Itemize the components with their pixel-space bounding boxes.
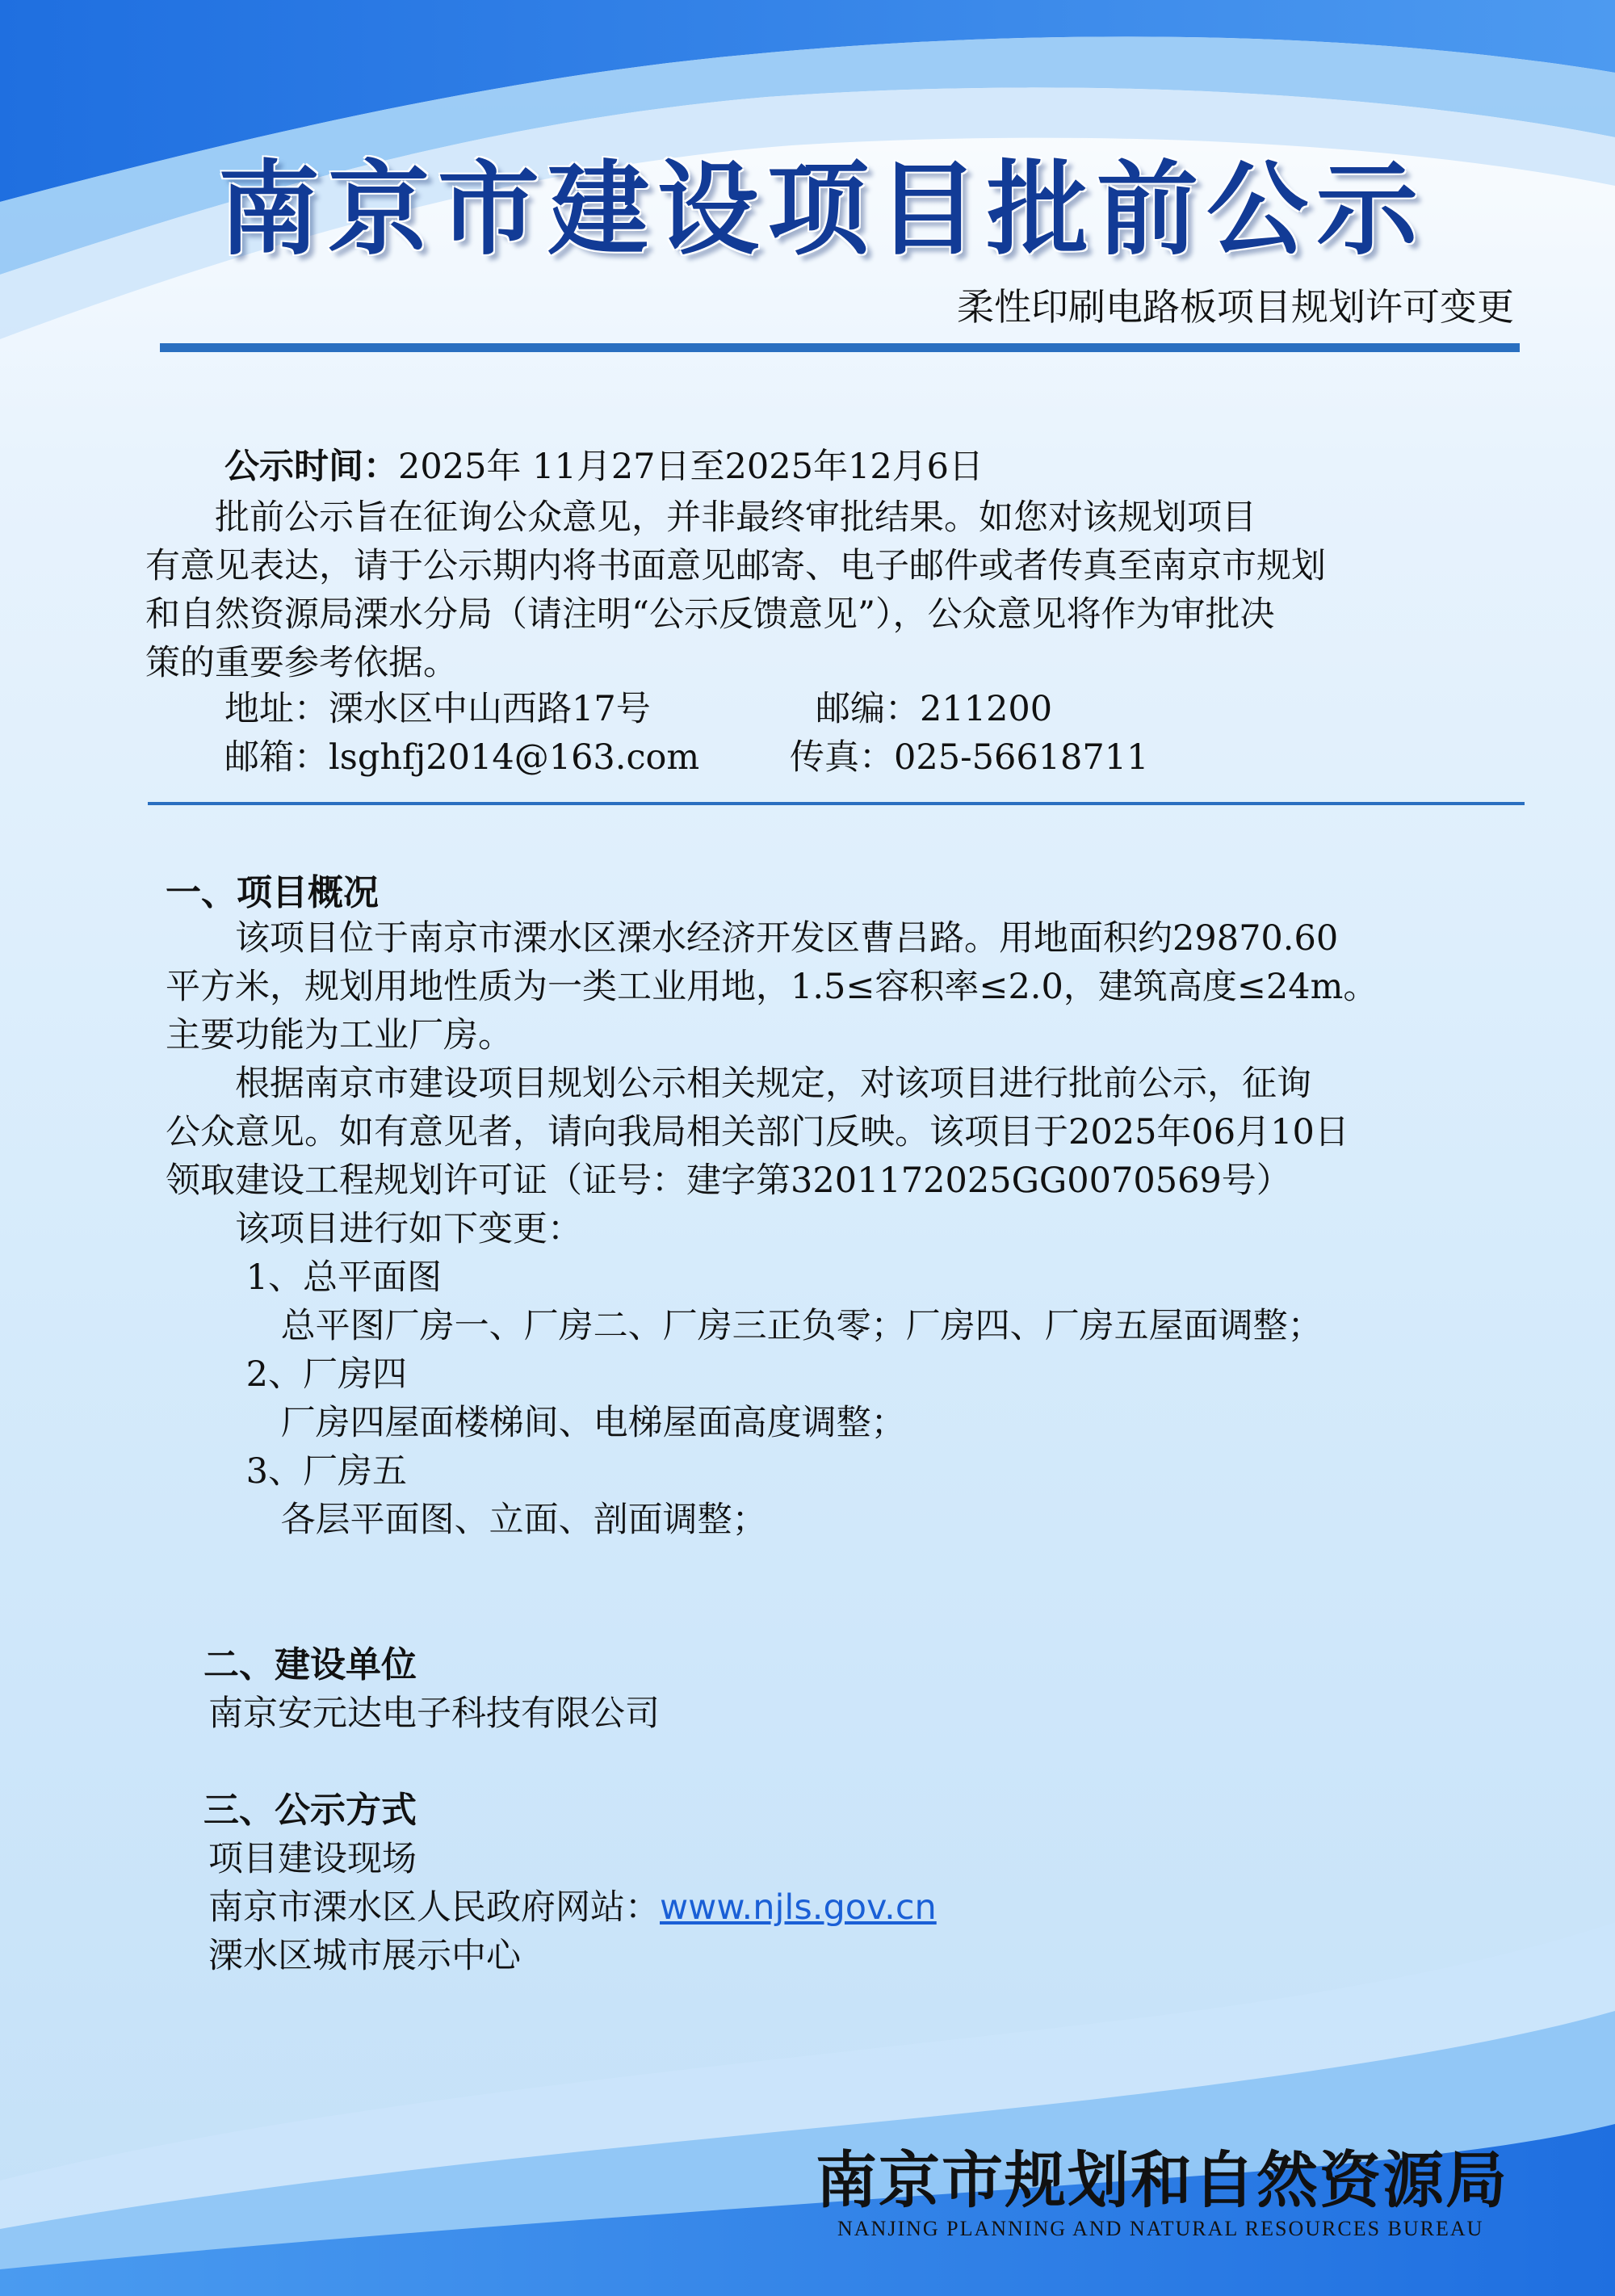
notice-paragraph (145, 493, 1522, 687)
postcode-label: 邮编： (816, 689, 920, 729)
notice-line: 和自然资源局溧水分局（请注明“公示反馈意见”），公众意见将作为审批决 (145, 594, 1275, 635)
method-exhibition-center: 溧水区城市展示中心 (208, 1936, 521, 1976)
email-label: 邮箱： (224, 737, 329, 778)
section1-line: 该项目位于南京市溧水区溧水经济开发区曹吕路。用地面积约29870.60 (166, 918, 1339, 959)
section2-heading: 二、建设单位 (203, 1644, 417, 1685)
section1-line: 1、总平面图 (166, 1257, 443, 1298)
notice-line: 有意见表达，请于公示期内将书面意见邮寄、电子邮件或者传真至南京市规划 (145, 546, 1326, 586)
email-value: lsghfj2014@163.com (329, 737, 700, 778)
website-link[interactable]: www.njls.gov.cn (660, 1887, 937, 1928)
section1-line: 领取建设工程规划许可证（证号：建字第3201172025GG0070569号） (166, 1161, 1291, 1201)
section1-heading: 一、项目概况 (166, 872, 379, 913)
method-site: 项目建设现场 (208, 1839, 417, 1879)
title-divider (160, 343, 1520, 352)
bureau-name-cn: 南京市规划和自然资源局 (816, 2144, 1508, 2216)
section1-line: 根据南京市建设项目规划公示相关规定，对该项目进行批前公示，征询 (166, 1064, 1311, 1104)
construction-company: 南京安元达电子科技有限公司 (208, 1694, 660, 1734)
notice-line: 策的重要参考依据。 (145, 643, 458, 683)
section1-line: 厂房四屋面楼梯间、电梯屋面高度调整； (166, 1403, 906, 1443)
fax-label: 传真： (790, 737, 894, 778)
section1-line: 主要功能为工业厂房。 (166, 1015, 513, 1056)
bureau-name-en: NANJING PLANNING AND NATURAL RESOURCES BUREAU (837, 2217, 1484, 2240)
notice-period-label: 公示时间： (224, 447, 398, 487)
address-line (224, 685, 651, 733)
notice-line: 批前公示旨在征询公众意见，并非最终审批结果。如您对该规划项目 (145, 497, 1256, 538)
section-divider (148, 802, 1525, 805)
address-value: 溧水区中山西路17号 (329, 689, 651, 729)
section1-line: 2、厂房四 (166, 1354, 408, 1395)
method-website (208, 1883, 937, 1932)
method-website-label: 南京市溧水区人民政府网站： (208, 1887, 660, 1928)
section1-line: 各层平面图、立面、剖面调整； (166, 1500, 767, 1540)
notice-period-value: 2025年 11月27日至2025年12月6日 (398, 447, 984, 487)
postcode-value: 211200 (920, 689, 1053, 729)
page-title: 南京市建设项目批前公示 (218, 150, 1426, 269)
section1-line: 总平图厂房一、厂房二、厂房三正负零；厂房四、厂房五屋面调整； (166, 1306, 1323, 1346)
section1-line: 3、厂房五 (166, 1451, 408, 1492)
section1-line: 该项目进行如下变更： (166, 1209, 582, 1249)
fax-value: 025-56618711 (894, 737, 1149, 778)
fax-line (790, 733, 1148, 782)
postcode-line (816, 685, 1052, 733)
page-subtitle: 柔性印刷电路板项目规划许可变更 (957, 285, 1514, 329)
section1-body (166, 914, 1538, 1544)
section3-heading: 三、公示方式 (203, 1790, 417, 1831)
section1-line: 公众意见。如有意见者，请向我局相关部门反映。该项目于2025年06月10日 (166, 1112, 1349, 1152)
section1-line: 平方米，规划用地性质为一类工业用地，1.5≤容积率≤2.0，建筑高度≤24m。 (166, 967, 1378, 1007)
notice-period (224, 443, 984, 491)
address-label: 地址： (224, 689, 329, 729)
email-line (224, 733, 699, 782)
